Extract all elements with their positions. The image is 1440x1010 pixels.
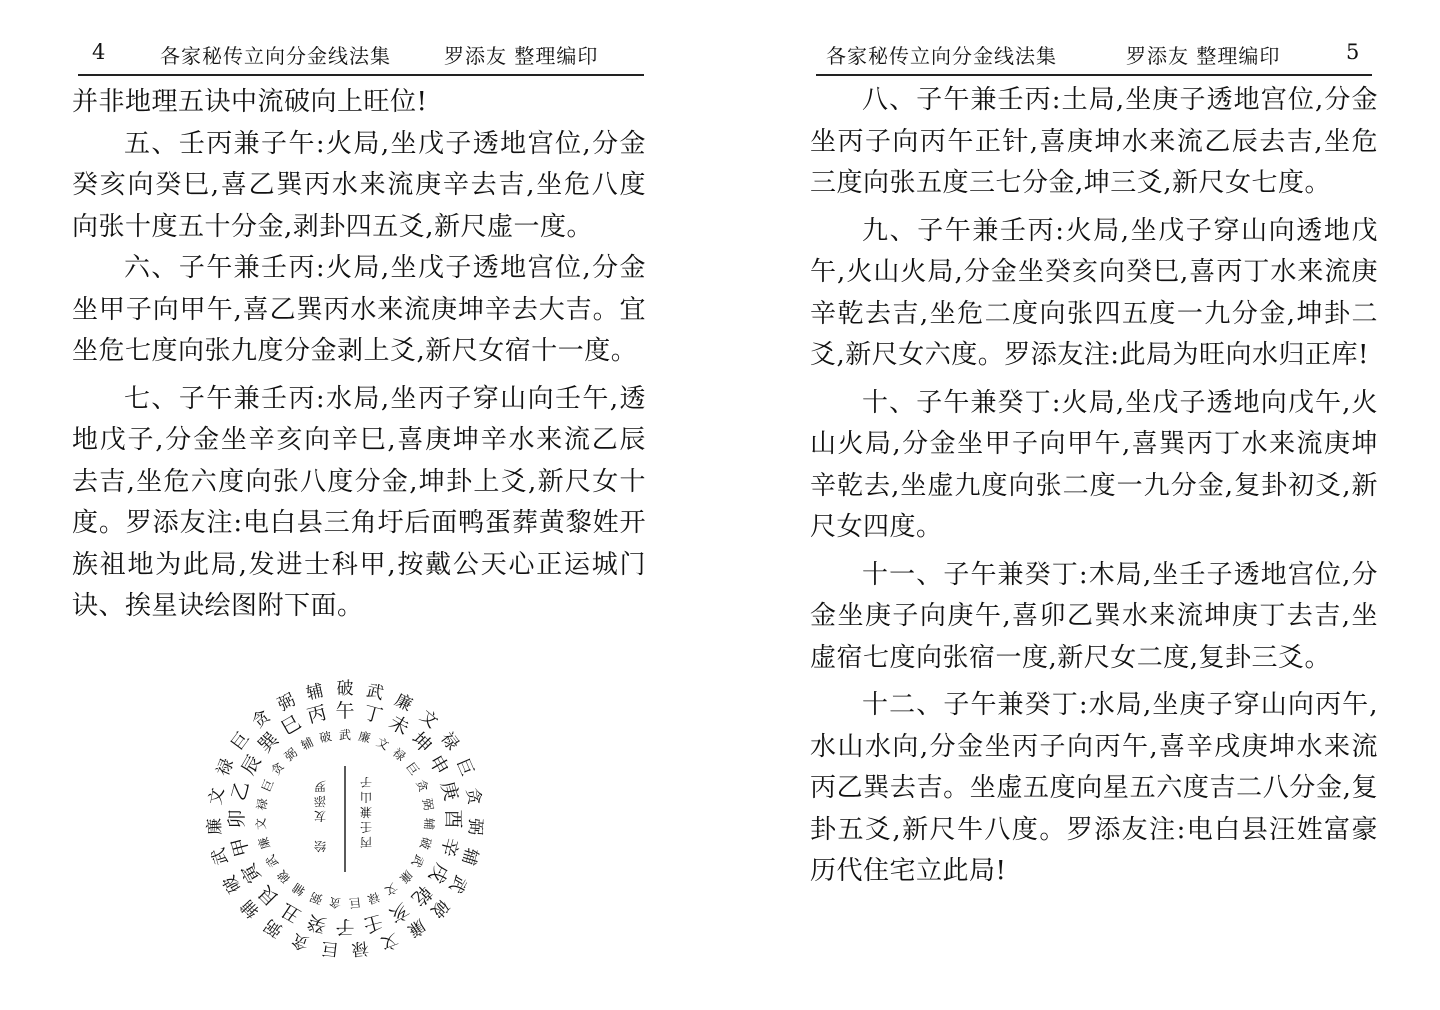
outer-ring-char: 贪 <box>289 928 312 954</box>
middle-ring-char: 艮 <box>254 880 284 910</box>
center-label-right: 壬 <box>359 820 373 834</box>
inner-ring-char: 贪 <box>268 759 287 778</box>
compass-svg <box>200 674 490 964</box>
inner-ring-char: 廉 <box>256 835 273 851</box>
paragraph: 十二、子午兼癸丁:水局,坐庚子穿山向丙午,水山水向,分金坐丙子向丙午,喜辛戌庚坤水来流丙乙巽去吉。坐虚五度向星五六度吉二八分金,复卦五爻,新尺牛八度。罗添友注:电白县汪姓富豪历代住宅立此局! <box>810 690 1378 886</box>
outer-ring-char: 辅 <box>304 680 326 705</box>
outer-ring-char: 禄 <box>436 728 463 755</box>
page-number: 4 <box>92 40 107 64</box>
outer-ring-char: 文 <box>415 706 442 733</box>
middle-ring-char: 卯 <box>226 809 248 829</box>
inner-ring-char: 辅 <box>421 817 437 831</box>
inner-ring-char: 文 <box>374 734 392 753</box>
inner-ring-char: 巨 <box>348 894 362 911</box>
center-label-left: 添 <box>313 794 327 808</box>
middle-ring-char: 巳 <box>277 711 305 740</box>
outer-ring-char: 弼 <box>464 817 486 836</box>
center-label-left: 罗 <box>313 779 327 793</box>
inner-ring-char: 破 <box>417 835 434 851</box>
inner-ring-char: 廉 <box>356 729 372 746</box>
outer-ring-char: 辅 <box>457 845 482 868</box>
header-title: 各家秘传立向分金线法集 <box>160 44 391 68</box>
inner-ring-char: 破 <box>318 729 334 746</box>
outer-ring-char: 贪 <box>248 706 275 733</box>
outer-ring-char: 廉 <box>391 690 416 716</box>
inner-ring-char: 弼 <box>308 889 325 907</box>
inner-ring-char: 文 <box>382 880 401 899</box>
middle-ring-char: 亥 <box>385 898 413 927</box>
center-label-right: 山 <box>359 790 373 804</box>
paragraph: 并非地理五诀中流破向上旺位! <box>72 87 428 117</box>
middle-ring-char: 丑 <box>277 898 305 927</box>
paragraph: 八、子午兼壬丙:土局,坐庚子透地宫位,分金坐丙子向丙午正针,喜庚坤水来流乙辰去吉,坐危三度向张五度三七分金,坤三爻,新尺女七度。 <box>810 85 1378 198</box>
outer-ring-char: 文 <box>205 786 229 807</box>
inner-ring-char: 禄 <box>365 889 382 907</box>
center-label-left: 绘 <box>313 839 327 853</box>
inner-ring-char: 贪 <box>328 894 342 911</box>
middle-ring-char: 子 <box>335 916 355 938</box>
inner-ring-char: 弼 <box>281 745 301 764</box>
inner-ring-char: 辅 <box>289 880 308 899</box>
middle-ring-char: 午 <box>335 700 355 722</box>
middle-ring-char: 辰 <box>237 751 266 779</box>
middle-ring-char: 癸 <box>304 910 330 937</box>
page-number: 5 <box>1346 40 1361 64</box>
middle-ring-char: 坤 <box>406 728 436 758</box>
inner-ring-char: 禄 <box>254 797 271 812</box>
header-title: 各家秘传立向分金线法集 <box>826 44 1057 68</box>
inner-ring-char: 破 <box>274 867 294 886</box>
outer-ring-char: 巨 <box>451 755 477 780</box>
middle-ring-char: 酉 <box>442 809 464 829</box>
middle-ring-char: 未 <box>385 711 413 740</box>
middle-ring-char: 甲 <box>227 834 254 860</box>
center-label-right: 兼 <box>359 805 373 819</box>
middle-ring-char: 庚 <box>436 778 463 804</box>
outer-ring-char: 巨 <box>227 728 254 755</box>
page-body <box>810 80 1378 893</box>
middle-ring-char: 乙 <box>227 778 254 804</box>
paragraph: 九、子午兼壬丙:火局,坐戊子穿山向透地戊午,火山火局,分金坐癸亥向癸巳,喜丙丁水来流庚辛乾去吉,坐危二度向张四五度一九分金,坤卦二爻,新尺女六度。罗添友注:此局为旺向水归正库! <box>810 215 1378 370</box>
middle-ring-char: 寅 <box>237 859 266 887</box>
inner-ring-char: 文 <box>253 817 269 831</box>
outer-ring-char: 廉 <box>403 914 429 941</box>
center-label-right: 子 <box>359 775 373 789</box>
outer-ring-char: 武 <box>364 680 386 705</box>
paragraph: 十、子午兼癸丁:火局,坐戊子透地向戊午,火山火局,分金坐甲子向甲午,喜巽丙丁水来流庚坤辛乾去,坐虚九度向张二度一九分金,复卦初爻,新尺女四度。 <box>810 387 1378 542</box>
paragraph: 十一、子午兼癸丁:木局,坐壬子透地宫位,分金坐庚子向庚午,喜卯乙巽水来流坤庚丁去吉,坐虚宿七度向张宿一度,新尺女二度,复卦三爻。 <box>810 559 1378 673</box>
inner-ring-char: 武 <box>338 728 352 742</box>
inner-ring-char: 巨 <box>259 777 277 794</box>
middle-ring-char: 戌 <box>424 859 453 887</box>
inner-ring-char: 武 <box>263 852 282 870</box>
inner-ring-char: 弼 <box>419 797 436 812</box>
outer-ring-char: 弼 <box>274 690 299 716</box>
outer-ring-char: 破 <box>426 895 453 922</box>
paragraph: 五、壬丙兼子午:火局,坐戊子透地宫位,分金癸亥向癸巳,喜乙巽丙水来流庚辛去吉,坐危八度向张十度五十分金,剥卦四五爻,新尺虚一度。 <box>72 128 646 242</box>
outer-ring-char: 武 <box>208 845 233 868</box>
inner-ring-char: 禄 <box>389 745 409 764</box>
inner-ring-char: 辅 <box>298 734 316 753</box>
center-label-right: 丙 <box>359 835 373 849</box>
right-page <box>720 0 1440 1010</box>
page-header <box>78 34 644 76</box>
outer-ring-char: 禄 <box>213 755 239 780</box>
outer-ring-char: 破 <box>336 679 354 699</box>
center-label-left: 友 <box>313 809 327 823</box>
inner-ring-char: 廉 <box>396 867 416 886</box>
middle-ring-char: 巽 <box>254 728 284 758</box>
inner-ring-char: 贪 <box>413 777 431 794</box>
outer-ring-char: 弼 <box>261 914 287 941</box>
outer-ring-char: 巨 <box>320 937 340 960</box>
middle-ring-char: 壬 <box>360 910 386 937</box>
header-author: 罗添友 整理编印 <box>444 44 599 68</box>
outer-ring-char: 文 <box>378 928 401 954</box>
outer-ring-char: 武 <box>444 871 471 897</box>
middle-ring-char: 乾 <box>406 880 436 910</box>
middle-ring-char: 丁 <box>360 701 386 728</box>
page-header <box>816 34 1372 76</box>
middle-ring-char: 丙 <box>304 701 330 728</box>
compass-diagram <box>200 674 490 964</box>
inner-ring-char: 武 <box>408 852 427 870</box>
page-body <box>72 82 646 628</box>
paragraph: 七、子午兼壬丙:水局,坐丙子穿山向壬午,透地戊子,分金坐辛亥向辛巳,喜庚坤辛水来流乙辰去吉,坐危六度向张八度分金,坤卦上爻,新尺女十度。罗添友注:电白县三角圩后面鸭蛋葬黄黎姓开族祖地为此局,发进士科甲,按戴公天心正运城门诀、挨星诀绘图附下面。 <box>72 383 646 621</box>
outer-ring-char: 禄 <box>350 937 370 960</box>
middle-ring-char: 申 <box>424 751 453 779</box>
outer-ring-char: 贪 <box>461 786 485 807</box>
paragraph: 六、子午兼壬丙:火局,坐戊子透地宫位,分金坐甲子向甲午,喜乙巽丙水来流庚坤辛去大吉。宜坐危七度向张九度分金剥上爻,新尺女宿十一度。 <box>72 253 646 366</box>
outer-ring-char: 廉 <box>204 817 226 836</box>
inner-ring-char: 巨 <box>403 759 422 778</box>
middle-ring-char: 辛 <box>436 834 463 860</box>
outer-ring-char: 破 <box>219 871 246 897</box>
outer-ring-char: 辅 <box>237 895 264 922</box>
header-author: 罗添友 整理编印 <box>1126 44 1281 68</box>
